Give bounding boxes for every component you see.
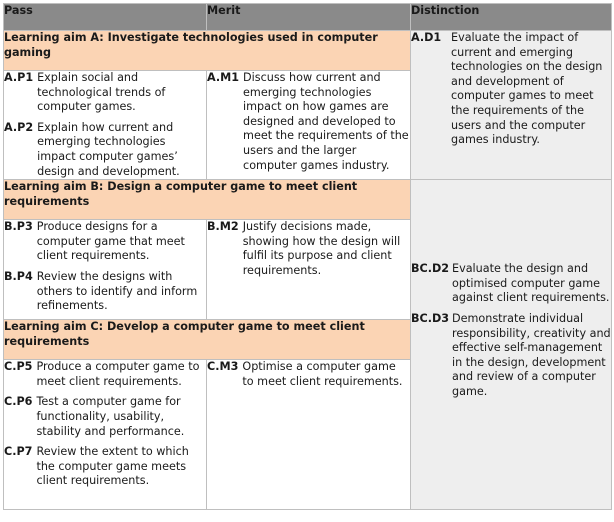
merit-cell-a: [207, 71, 411, 180]
merit-cell-b: [207, 220, 411, 320]
criterion-a-p2: [4, 121, 206, 179]
learning-aim-a-heading: Learning aim A: Investigate technologies used in computer gaming: [4, 31, 411, 71]
criterion-a-d1: [411, 31, 611, 148]
criterion-text: Evaluate the design and optimised computer game against client requirements.: [452, 262, 610, 305]
criterion-a-p1: [4, 71, 206, 115]
distinction-cell-a: [411, 31, 612, 180]
pass-cell-b: [4, 220, 207, 320]
header-distinction: Distinction: [411, 4, 612, 31]
criterion-code: B.M2: [207, 220, 239, 234]
merit-cell-c: [207, 360, 411, 510]
criterion-code: C.M3: [207, 360, 239, 374]
criterion-code: B.P4: [4, 269, 33, 283]
criterion-a-m1: [207, 71, 410, 173]
criterion-text: Explain how current and emerging technologies impact computer games’ design and development.: [37, 120, 180, 178]
criterion-code: BC.D3: [411, 311, 450, 325]
criterion-text: Test a computer game for functionality, usability, stability and performance.: [36, 395, 185, 438]
criterion-b-p4: [4, 270, 206, 314]
criterion-text: Produce a computer game to meet client requirements.: [36, 360, 200, 388]
criterion-text: Evaluate the impact of current and emerging technologies on the design and development of computer games to meet the requirements of the users and the computer games industry.: [451, 31, 603, 147]
criterion-code: C.P7: [4, 445, 33, 459]
criterion-code: BC.D2: [411, 262, 450, 276]
criterion-text: Review the extent to which the computer game meets client requirements.: [36, 445, 189, 488]
learning-aim-c-heading: Learning aim C: Develop a computer game to meet client requirements: [4, 320, 411, 360]
criterion-text: Explain social and technological trends of computer games.: [37, 71, 166, 114]
learning-aim-b-heading: Learning aim B: Design a computer game to meet client requirements: [4, 180, 411, 220]
criterion-text: Discuss how current and emerging technologies impact on how games are designed and developed to meet the requirements of the users and the larger computer games industry.: [243, 71, 409, 172]
criterion-text: Demonstrate individual responsibility, creativity and effective self-management in the design, development and review of a computer game.: [452, 311, 611, 398]
criterion-c-m3: [207, 360, 410, 389]
criterion-c-p6: [4, 395, 206, 439]
header-merit: Merit: [207, 4, 411, 31]
criteria-table: [3, 3, 612, 510]
criterion-bc-d3: [411, 312, 611, 400]
criterion-code: C.P6: [4, 395, 33, 409]
criterion-code: A.P1: [4, 71, 34, 84]
criterion-c-p7: [4, 445, 206, 489]
pass-cell-c: [4, 360, 207, 510]
criterion-code: A.M1: [207, 71, 240, 84]
criterion-code: A.P2: [4, 120, 34, 134]
criterion-text: Review the designs with others to identify and inform refinements.: [36, 269, 198, 313]
pass-cell-a: [4, 71, 207, 180]
criterion-code: A.D1: [411, 31, 442, 44]
criterion-c-p5: [4, 360, 206, 389]
criterion-bc-d2: [411, 262, 611, 306]
distinction-cell-bc: [411, 180, 612, 510]
criterion-b-p3: [4, 220, 206, 264]
criterion-text: Justify decisions made, showing how the design will fulfil its purpose and client requirements.: [242, 220, 401, 277]
criterion-code: B.P3: [4, 220, 33, 234]
criterion-text: Optimise a computer game to meet client requirements.: [242, 360, 403, 388]
criterion-text: Produce designs for a computer game that meet client requirements.: [36, 220, 185, 263]
criterion-code: C.P5: [4, 360, 33, 374]
header-pass: Pass: [4, 4, 207, 31]
criterion-b-m2: [207, 220, 410, 278]
